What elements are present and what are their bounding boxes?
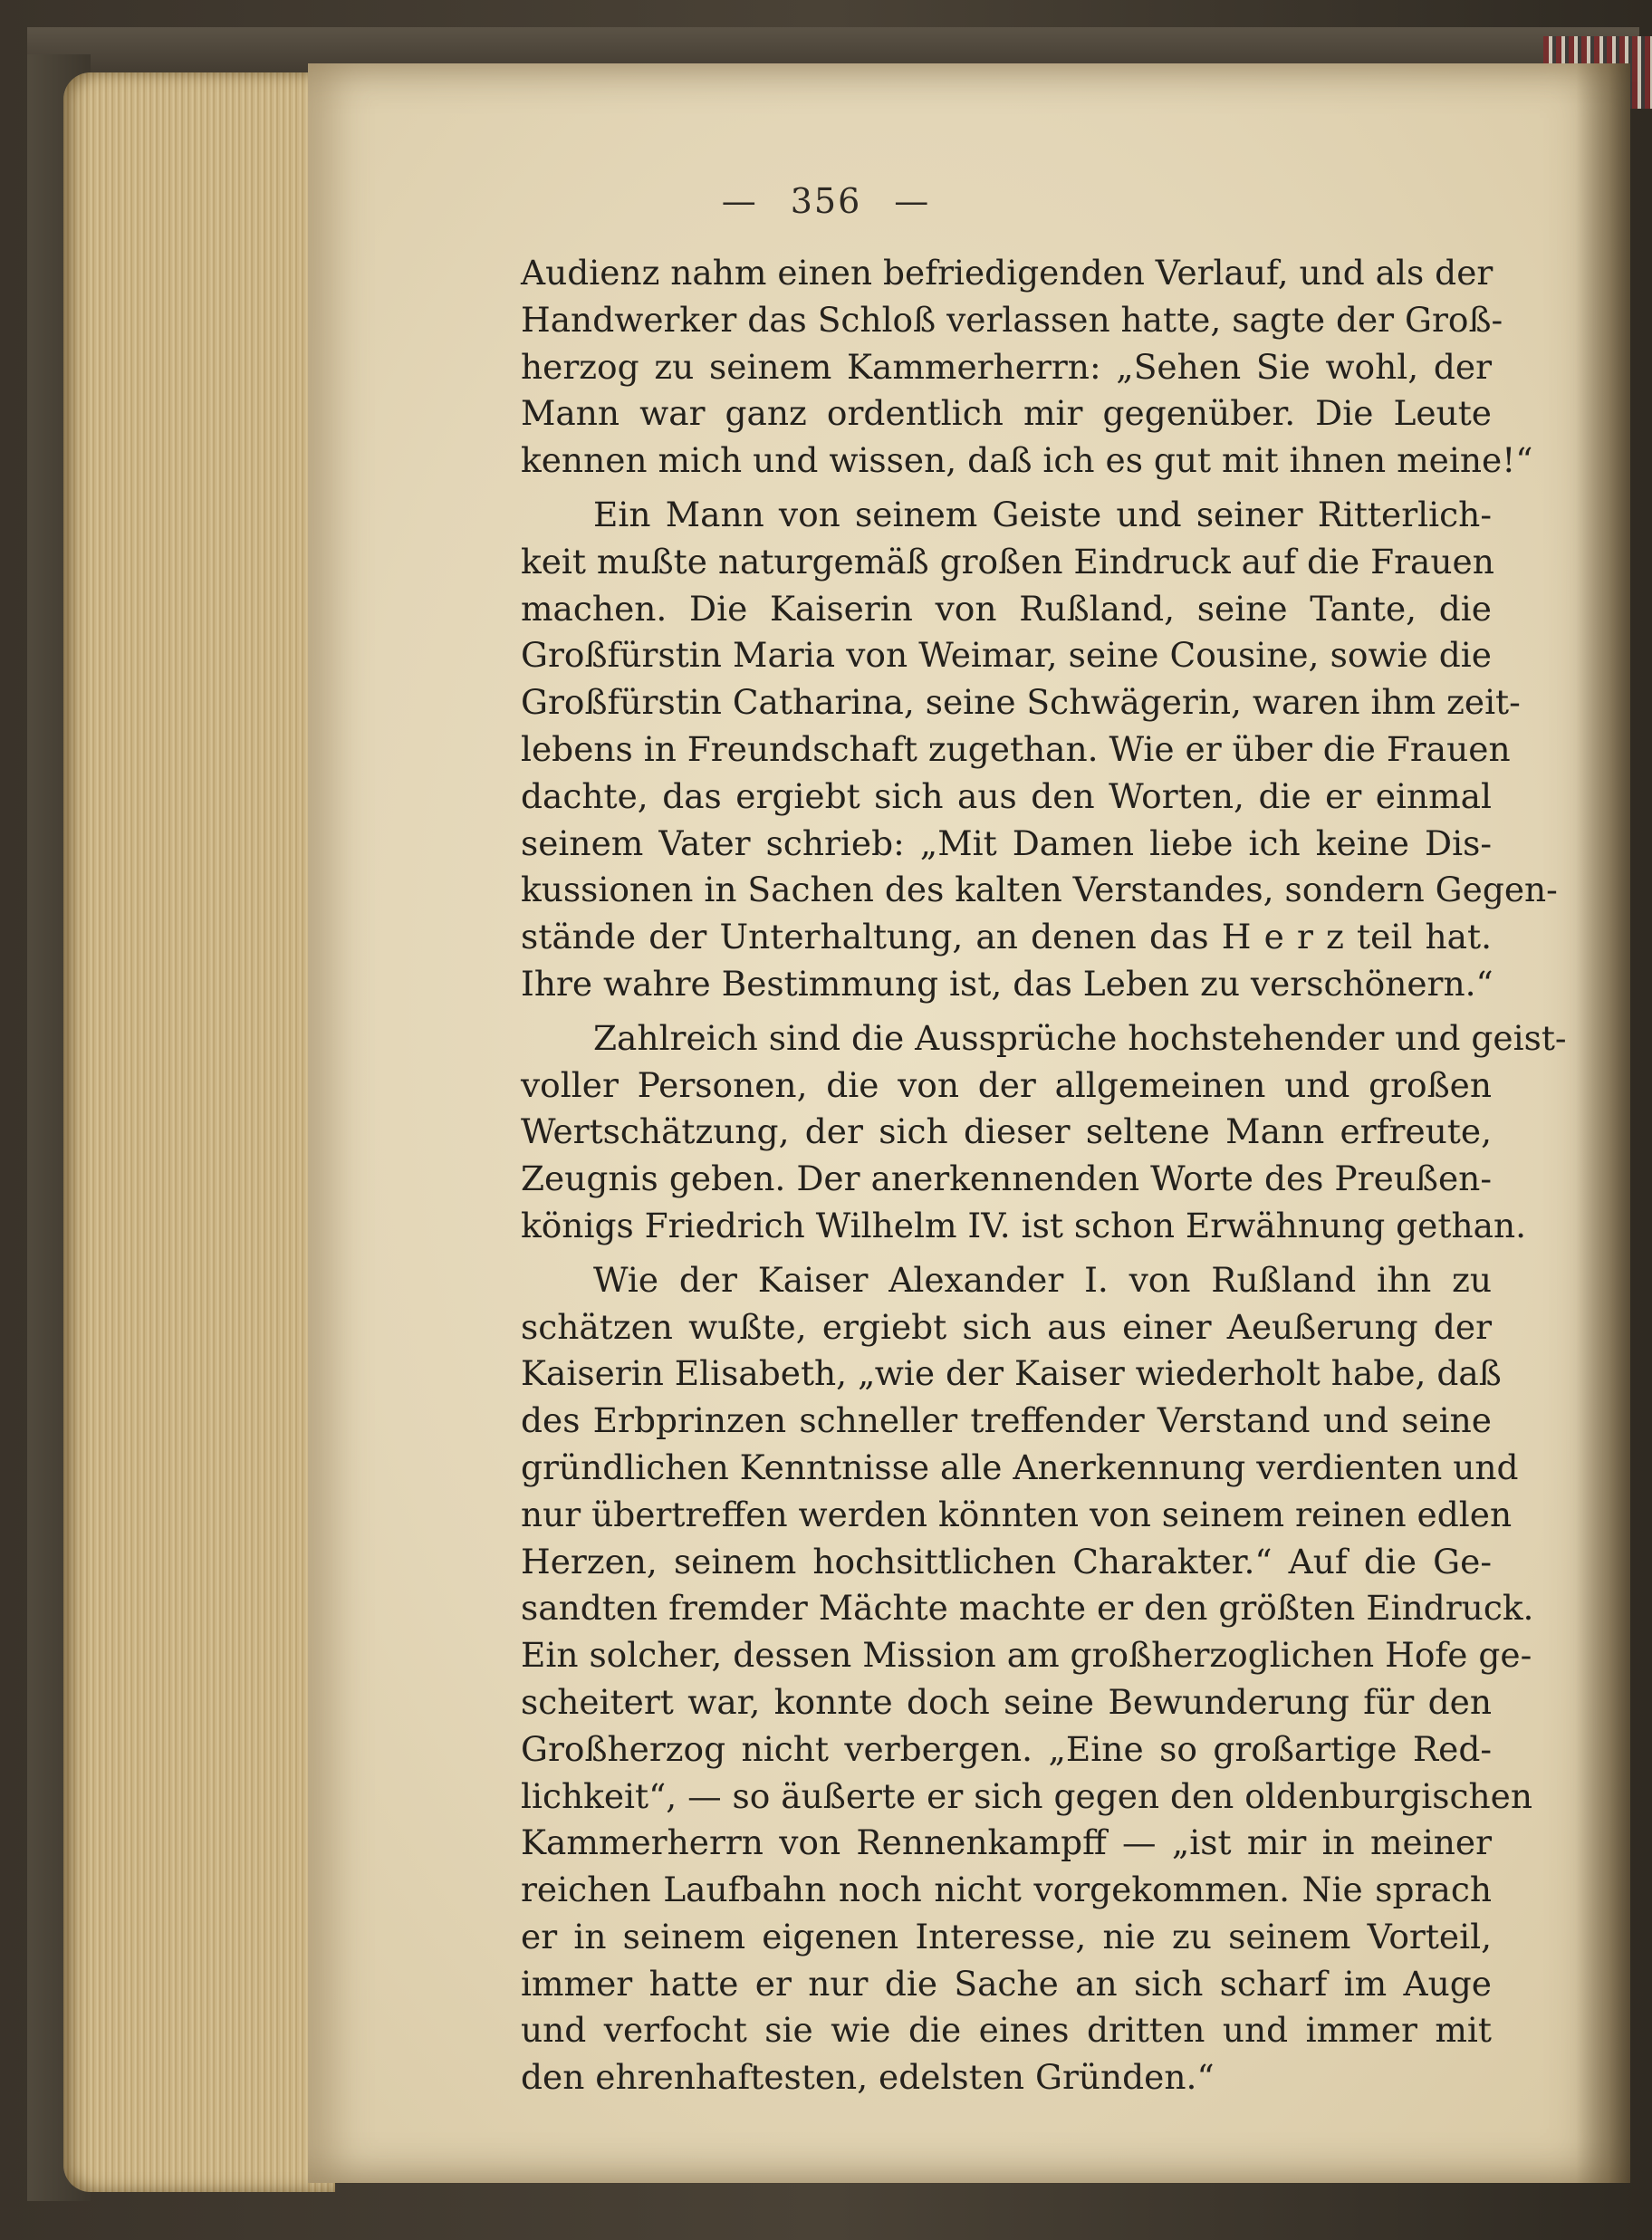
text-line: keit mußte naturgemäß großen Eindruck auf die Frauen bbox=[521, 541, 1494, 582]
header-dash-left: — bbox=[721, 181, 758, 221]
page-gutter bbox=[1576, 63, 1630, 2183]
text-line: herzog zu seinem Kammerherrn: „Sehen Sie wohl, der bbox=[521, 346, 1492, 387]
text-line: Ein Mann von seinem Geiste und seiner Ritterlich- bbox=[593, 494, 1492, 534]
text-line: Handwerker das Schloß verlassen hatte, sagte der Groß- bbox=[521, 299, 1503, 340]
text-line: kennen mich und wissen, daß ich es gut mit ihnen meine!“ bbox=[521, 440, 1533, 481]
text-line: Großfürstin Maria von Weimar, seine Cousine, sowie die bbox=[521, 635, 1492, 676]
text-line: den ehrenhaftesten, edelsten Gründen.“ bbox=[521, 2057, 1215, 2098]
text-line: reichen Laufbahn noch nicht vorgekommen. Nie sprach bbox=[521, 1870, 1492, 1910]
page-body-text bbox=[521, 250, 1567, 2109]
text-line: voller Personen, die von der allgemeinen und großen bbox=[521, 1064, 1492, 1105]
text-line: Zeugnis geben. Der anerkennenden Worte des Preußen- bbox=[521, 1158, 1492, 1199]
page-edges bbox=[63, 72, 335, 2192]
text-line: des Erbprinzen schneller treffender Verstand und seine bbox=[521, 1400, 1492, 1441]
text-line: Zahlreich sind die Aussprüche hochstehender und geist- bbox=[593, 1017, 1567, 1058]
text-line: schätzen wußte, ergiebt sich aus einer Aeußerung der bbox=[521, 1306, 1492, 1347]
text-line: Ein solcher, dessen Mission am großherzoglichen Hofe ge- bbox=[521, 1635, 1532, 1676]
text-line: Großherzog nicht verbergen. „Eine so großartige Red- bbox=[521, 1728, 1492, 1769]
text-line: sandten fremder Mächte machte er den größten Eindruck. bbox=[521, 1588, 1534, 1629]
text-line: dachte, das ergiebt sich aus den Worten, die er einmal bbox=[521, 775, 1492, 816]
text-line: Großfürstin Catharina, seine Schwägerin, waren ihm zeit- bbox=[521, 682, 1521, 723]
text-line: Mann war ganz ordentlich mir gegenüber. Die Leute bbox=[521, 393, 1492, 434]
text-line: gründlichen Kenntnisse alle Anerkennung verdienten und bbox=[521, 1447, 1519, 1487]
text-line: königs Friedrich Wilhelm IV. ist schon Erwähnung gethan. bbox=[521, 1205, 1527, 1245]
text-line: Herzen, seinem hochsittlichen Charakter.“ Auf die Ge- bbox=[521, 1541, 1492, 1581]
text-line: nur übertreffen werden könnten von seinem reinen edlen bbox=[521, 1494, 1513, 1534]
text-line: Audienz nahm einen befriedigenden Verlauf, und als der bbox=[521, 253, 1494, 293]
page-number: 356 bbox=[790, 181, 862, 221]
page-header bbox=[0, 181, 1652, 221]
text-line: er in seinem eigenen Interesse, nie zu seinem Vorteil, bbox=[521, 1916, 1492, 1956]
paragraph bbox=[521, 250, 1533, 485]
text-line: Kammerherrn von Rennenkampff — „ist mir in meiner bbox=[521, 1822, 1492, 1863]
text-line: machen. Die Kaiserin von Rußland, seine Tante, die bbox=[521, 588, 1492, 629]
text-line: Wie der Kaiser Alexander I. von Rußland ihn zu bbox=[593, 1259, 1492, 1300]
paragraph bbox=[521, 1015, 1567, 1250]
text-line: und verfocht sie wie die eines dritten und immer mit bbox=[521, 2010, 1492, 2051]
text-line: kussionen in Sachen des kalten Verstandes, sondern Gegen- bbox=[521, 870, 1558, 910]
text-line: seinem Vater schrieb: „Mit Damen liebe ich keine Dis- bbox=[521, 822, 1492, 863]
text-line: lebens in Freundschaft zugethan. Wie er über die Frauen bbox=[521, 728, 1511, 769]
text-line: stände der Unterhaltung, an denen das H e r z teil hat. bbox=[521, 917, 1492, 957]
text-line: Ihre wahre Bestimmung ist, das Leben zu verschönern.“ bbox=[521, 963, 1494, 1004]
text-line: Kaiserin Elisabeth, „wie der Kaiser wiederholt habe, daß bbox=[521, 1353, 1502, 1394]
paragraph bbox=[521, 1257, 1534, 2101]
text-line: scheitert war, konnte doch seine Bewunderung für den bbox=[521, 1681, 1492, 1722]
text-line: lichkeit“, — so äußerte er sich gegen den oldenburgischen bbox=[521, 1775, 1532, 1816]
header-dash-right: — bbox=[894, 181, 931, 221]
paragraph bbox=[521, 492, 1558, 1008]
text-line: immer hatte er nur die Sache an sich scharf im Auge bbox=[521, 1963, 1492, 2004]
text-line: Wertschätzung, der sich dieser seltene Mann erfreute, bbox=[521, 1111, 1492, 1152]
